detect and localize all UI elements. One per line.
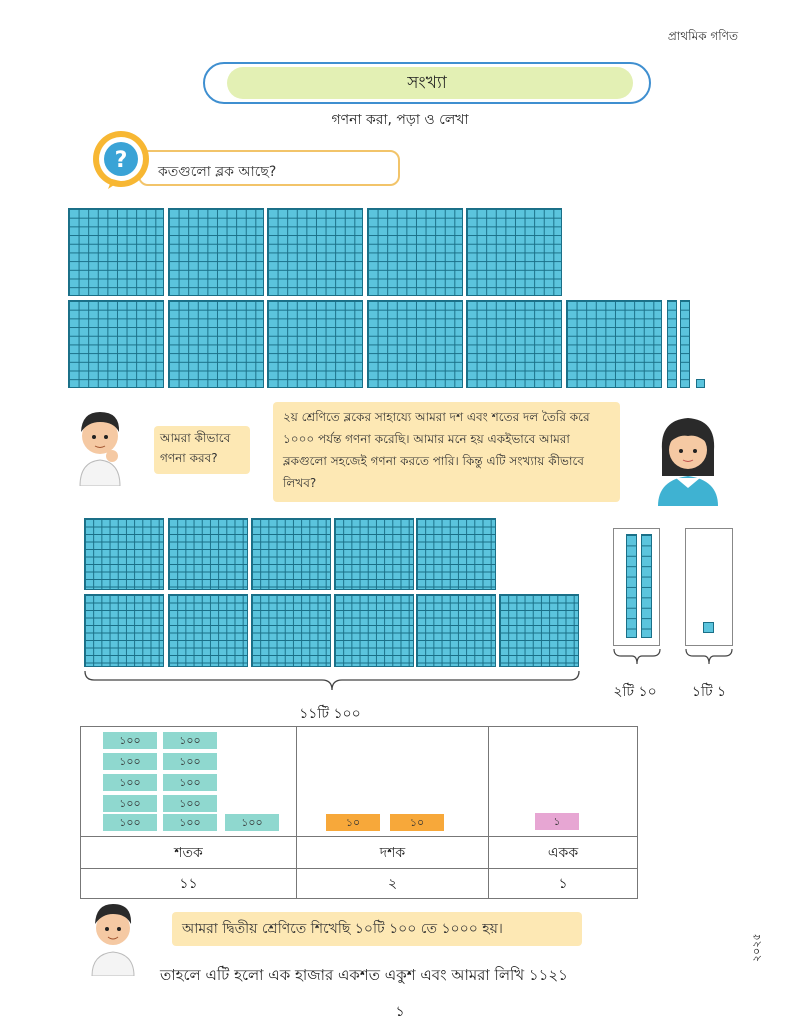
digit-hundreds: ১১ xyxy=(81,869,297,899)
hundred-block xyxy=(251,594,331,667)
girl-speech-bubble xyxy=(273,402,620,502)
header-ones: একক xyxy=(489,837,638,869)
one-cube xyxy=(696,379,705,388)
page-number: ১ xyxy=(395,1004,405,1020)
question-text: কতগুলো ব্লক আছে? xyxy=(158,164,277,180)
place-value-table xyxy=(80,726,638,899)
header-hundreds: শতক xyxy=(81,837,297,869)
ones-count-label: ১টি ১ xyxy=(691,684,727,700)
hundred-tile: ১০০ xyxy=(225,814,279,831)
svg-text:?: ? xyxy=(114,148,128,173)
hundred-tile: ১০০ xyxy=(103,753,157,770)
hundred-tile: ১০০ xyxy=(103,814,157,831)
hundred-tile: ১০০ xyxy=(163,774,217,791)
hundred-tile: ১০০ xyxy=(163,753,217,770)
hundred-block xyxy=(334,518,414,590)
hundreds-tiles-cell xyxy=(81,727,297,837)
hundred-block xyxy=(416,518,496,590)
hundred-block xyxy=(267,300,363,388)
one-cube xyxy=(703,622,714,633)
hundred-block xyxy=(367,208,463,296)
hundred-block xyxy=(168,518,248,590)
ten-tile: ১০ xyxy=(326,814,380,831)
boy-speech-text: আমরা কীভাবে গণনা করব? xyxy=(160,431,231,465)
boy-illustration xyxy=(68,402,132,486)
hundred-block xyxy=(84,594,164,667)
ten-rod xyxy=(680,300,690,388)
title-banner xyxy=(203,62,651,104)
ten-rod xyxy=(626,534,637,638)
hundreds-brace xyxy=(84,670,580,692)
hundred-block xyxy=(168,594,248,667)
hundred-tile: ১০০ xyxy=(103,795,157,812)
ones-tiles-cell xyxy=(489,727,638,837)
hundred-tile: ১০০ xyxy=(163,795,217,812)
hundred-block xyxy=(168,300,264,388)
hundred-tile: ১০০ xyxy=(103,774,157,791)
boy-speech-bubble xyxy=(154,426,250,474)
hundred-block xyxy=(499,594,579,667)
hundreds-count-label: ১১টি ১০০ xyxy=(299,706,361,722)
hundred-block xyxy=(466,208,562,296)
hundred-block xyxy=(68,300,164,388)
tens-count-label: ২টি ১০ xyxy=(613,684,657,700)
hundred-block xyxy=(84,518,164,590)
side-year: ২০২৫ xyxy=(750,933,763,962)
question-mark-icon xyxy=(90,129,152,191)
hundred-block xyxy=(566,300,662,388)
digit-tens: ২ xyxy=(297,869,489,899)
page-title: সংখ্যা xyxy=(407,73,447,93)
question-bubble xyxy=(138,150,400,186)
hundred-block xyxy=(168,208,264,296)
hundred-block xyxy=(416,594,496,667)
boy-illustration-footer xyxy=(84,896,142,976)
conclusion-text: তাহলে এটি হলো এক হাজার একশত একুশ এবং আমরা লিখি ১১২১ xyxy=(160,966,568,984)
hundred-block xyxy=(367,300,463,388)
ten-rod xyxy=(641,534,652,638)
hundred-block xyxy=(466,300,562,388)
hundred-block xyxy=(334,594,414,667)
footer-speech-text: আমরা দ্বিতীয় শ্রেণিতে শিখেছি ১০টি ১০০ তে ১০০০ হয়। xyxy=(182,921,503,937)
ten-tile: ১০ xyxy=(390,814,444,831)
one-tile: ১ xyxy=(535,813,579,830)
ones-brace xyxy=(685,648,733,666)
tens-brace xyxy=(613,648,661,666)
digit-ones: ১ xyxy=(489,869,638,899)
girl-illustration xyxy=(650,410,726,506)
page-subtitle: গণনা করা, পড়া ও লেখা xyxy=(331,112,469,128)
ten-rod xyxy=(667,300,677,388)
page-header: প্রাথমিক গণিত xyxy=(667,29,738,43)
header-tens: দশক xyxy=(297,837,489,869)
hundred-block xyxy=(267,208,363,296)
hundred-tile: ১০০ xyxy=(163,814,217,831)
hundred-block xyxy=(251,518,331,590)
hundred-tile: ১০০ xyxy=(163,732,217,749)
hundred-tile: ১০০ xyxy=(103,732,157,749)
footer-speech-bubble xyxy=(172,912,582,946)
hundred-block xyxy=(68,208,164,296)
tens-tiles-cell xyxy=(297,727,489,837)
girl-speech-text: ২য় শ্রেণিতে ব্লকের সাহায্যে আমরা দশ এবং শতের দল তৈরি করে ১০০০ পর্যন্ত গণনা করেছি। আমার মনে হয় একইভাবে আমরা ব্লকগুলো সহজেই গণনা করতে পারি। কিন্তু এটি সংখ্যায় কীভাবে লিখব? xyxy=(283,410,590,490)
